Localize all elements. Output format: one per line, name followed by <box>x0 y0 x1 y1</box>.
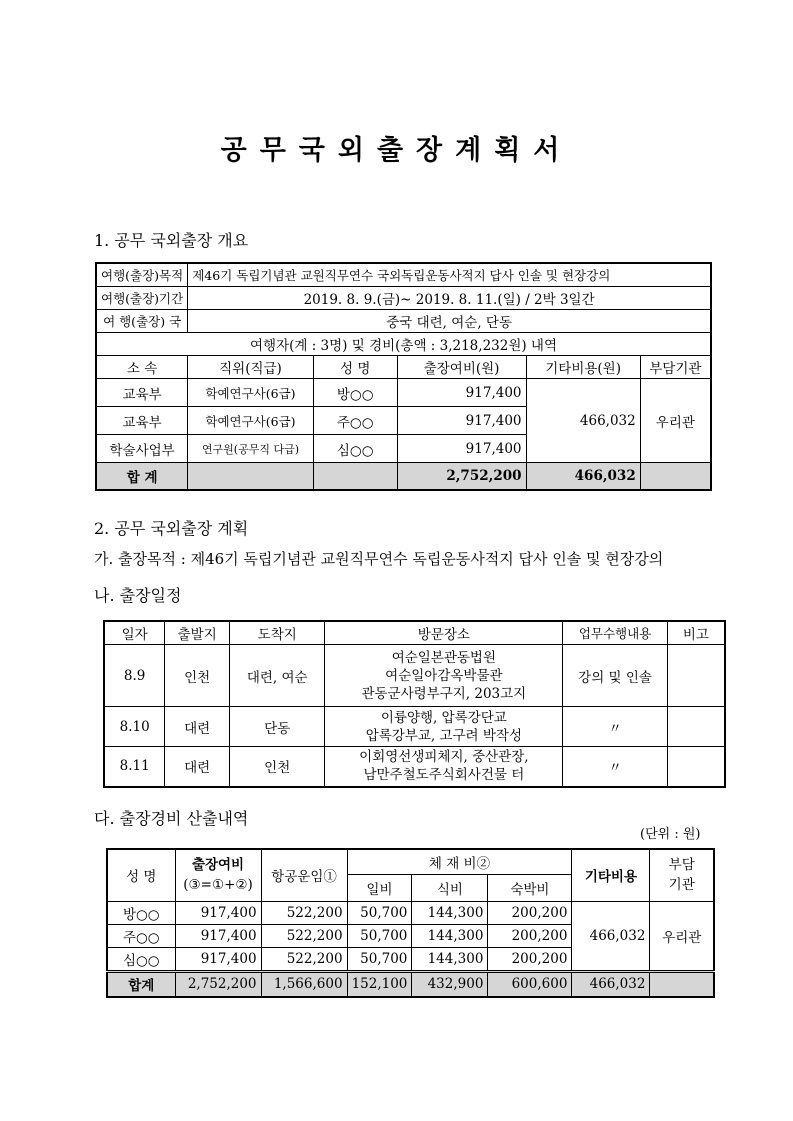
schedule-table <box>103 620 726 788</box>
lodging-cell: 200,200 <box>488 901 572 924</box>
travel-cell: 917,400 <box>397 379 526 407</box>
header-position: 직위(직급) <box>188 356 313 379</box>
table-row <box>104 707 725 747</box>
cost-header-airfare: 항공운임① <box>261 849 347 901</box>
food-cell: 144,300 <box>412 947 488 971</box>
place-item: 남만주철도주식회사건물 터 <box>363 767 525 784</box>
name-cell: 방○○ <box>313 379 397 407</box>
places-cell <box>325 645 563 707</box>
to-cell: 대련, 여순 <box>230 645 325 707</box>
cost-header-daily: 일비 <box>347 874 412 901</box>
name-cell: 주○○ <box>313 407 397 435</box>
position-cell: 학예연구사(6급) <box>188 379 313 407</box>
total-row <box>96 463 711 490</box>
country-row <box>96 310 711 333</box>
total-label: 합 계 <box>96 463 188 490</box>
header-note: 비고 <box>667 621 725 645</box>
note-cell <box>667 707 725 747</box>
cost-header-row <box>107 849 714 874</box>
header-name: 성 명 <box>313 356 397 379</box>
lodging-cell: 200,200 <box>488 924 572 947</box>
cost-header-name: 성 명 <box>107 849 175 901</box>
header-agency: 부담기관 <box>640 356 711 379</box>
summary-row <box>96 333 711 356</box>
travel-cell: 917,400 <box>175 901 261 924</box>
header-other: 기타비용(원) <box>526 356 640 379</box>
other-cost-cell: 466,032 <box>572 901 650 971</box>
travel-cell: 917,400 <box>175 924 261 947</box>
unit-label: (단위 : 원) <box>640 827 701 842</box>
header-travel: 출장여비(원) <box>397 356 526 379</box>
lodging-cell: 200,200 <box>488 947 572 971</box>
total-other: 466,032 <box>526 463 640 490</box>
place-item: 이륭양행, 압록강단교 <box>380 709 507 726</box>
name-cell: 심○○ <box>107 947 175 971</box>
place-item: 관동군사령부구지, 203고지 <box>361 685 527 702</box>
note-cell <box>667 747 725 787</box>
cost-header-agency: 부담 기관 <box>650 849 714 901</box>
position-cell: 학예연구사(6급) <box>188 407 313 435</box>
page-title: 공무국외출장계획서 <box>220 135 573 166</box>
table-row <box>96 379 711 407</box>
date-cell: 8.10 <box>104 707 165 747</box>
total-food: 432,900 <box>412 971 488 997</box>
daily-cell: 50,700 <box>347 947 412 971</box>
country-label: 여 행(출장) 국 <box>96 310 188 333</box>
airfare-cell: 522,200 <box>261 947 347 971</box>
to-cell: 인천 <box>230 747 325 787</box>
total-travel: 2,752,200 <box>175 971 261 997</box>
task-cell: 〃 <box>563 747 667 787</box>
date-cell: 8.9 <box>104 645 165 707</box>
header-org: 소 속 <box>96 356 188 379</box>
to-cell: 단동 <box>230 707 325 747</box>
task-cell: 강의 및 인솔 <box>563 645 667 707</box>
total-label: 합계 <box>107 971 175 997</box>
airfare-cell: 522,200 <box>261 924 347 947</box>
section1-heading: 1. 공무 국외출장 개요 <box>94 231 249 250</box>
total-other: 466,032 <box>572 971 650 997</box>
travel-cell: 917,400 <box>175 947 261 971</box>
place-item: 압록강부교, 고구려 박작성 <box>365 727 523 744</box>
table-row <box>104 747 725 787</box>
period-value: 2019. 8. 9.(금)~ 2019. 8. 11.(일) / 2박 3일간 <box>188 287 711 310</box>
from-cell: 인천 <box>165 645 230 707</box>
airfare-cell: 522,200 <box>261 901 347 924</box>
country-value: 중국 대련, 여순, 단동 <box>188 310 711 333</box>
agency-cell: 우리관 <box>650 901 714 971</box>
cost-header-travel: 출장여비 (③=①+②) <box>175 849 261 901</box>
position-cell: 연구원(공무직 다급) <box>188 435 313 463</box>
agency-cell: 우리관 <box>640 379 711 463</box>
place-item: 여순일아감옥박물관 <box>385 667 503 684</box>
places-cell <box>325 747 563 787</box>
total-daily: 152,100 <box>347 971 412 997</box>
cost-header-lodging: 숙박비 <box>488 874 572 901</box>
purpose-value: 제46기 독립기념관 교원직무연수 국외독립운동사적지 답사 인솔 및 현장강의 <box>188 263 711 287</box>
period-label: 여행(출장)기간 <box>96 287 188 310</box>
daily-cell: 50,700 <box>347 901 412 924</box>
table-row <box>107 901 714 924</box>
header-date: 일자 <box>104 621 165 645</box>
total-row <box>107 971 714 997</box>
from-cell: 대련 <box>165 707 230 747</box>
date-cell: 8.11 <box>104 747 165 787</box>
total-travel: 2,752,200 <box>397 463 526 490</box>
header-from: 출발지 <box>165 621 230 645</box>
name-cell: 주○○ <box>107 924 175 947</box>
other-cost-cell: 466,032 <box>526 379 640 463</box>
travel-cell: 917,400 <box>397 435 526 463</box>
total-lodging: 600,600 <box>488 971 572 997</box>
daily-cell: 50,700 <box>347 924 412 947</box>
travel-cell: 917,400 <box>397 407 526 435</box>
org-cell: 교육부 <box>96 379 188 407</box>
food-cell: 144,300 <box>412 924 488 947</box>
header-to: 도착지 <box>230 621 325 645</box>
summary-text: 여행자(계 : 3명) 및 경비(총액 : 3,218,232원) 내역 <box>96 333 711 356</box>
places-cell <box>325 707 563 747</box>
cost-header-other: 기타비용 <box>572 849 650 901</box>
task-cell: 〃 <box>563 707 667 747</box>
table-row <box>104 645 725 707</box>
purpose-row <box>96 263 711 287</box>
section2-heading: 2. 공무 국외출장 계획 <box>94 519 249 538</box>
overview-table <box>95 262 712 491</box>
header-row <box>96 356 711 379</box>
cost-header-food: 식비 <box>412 874 488 901</box>
purpose-label: 여행(출장)목적 <box>96 263 188 287</box>
name-cell: 방○○ <box>107 901 175 924</box>
cost-table <box>106 848 715 998</box>
schedule-header-row <box>104 621 725 645</box>
org-cell: 교육부 <box>96 407 188 435</box>
org-cell: 학술사업부 <box>96 435 188 463</box>
cost-header-stay: 체 재 비② <box>347 849 572 874</box>
header-task: 업무수행내용 <box>563 621 667 645</box>
place-item: 여순일본관동법원 <box>391 649 497 666</box>
schedule-heading: 나. 출장일정 <box>94 586 182 605</box>
place-item: 이회영선생피체지, 중산관장, <box>359 749 529 766</box>
header-places: 방문장소 <box>325 621 563 645</box>
note-cell <box>667 645 725 707</box>
period-row <box>96 287 711 310</box>
from-cell: 대련 <box>165 747 230 787</box>
purpose-line: 가. 출장목적 : 제46기 독립기념관 교원직무연수 독립운동사적지 답사 인솔 및 현장강의 <box>94 550 664 568</box>
name-cell: 심○○ <box>313 435 397 463</box>
total-airfare: 1,566,600 <box>261 971 347 997</box>
food-cell: 144,300 <box>412 901 488 924</box>
cost-heading: 다. 출장경비 산출내역 <box>94 809 249 828</box>
